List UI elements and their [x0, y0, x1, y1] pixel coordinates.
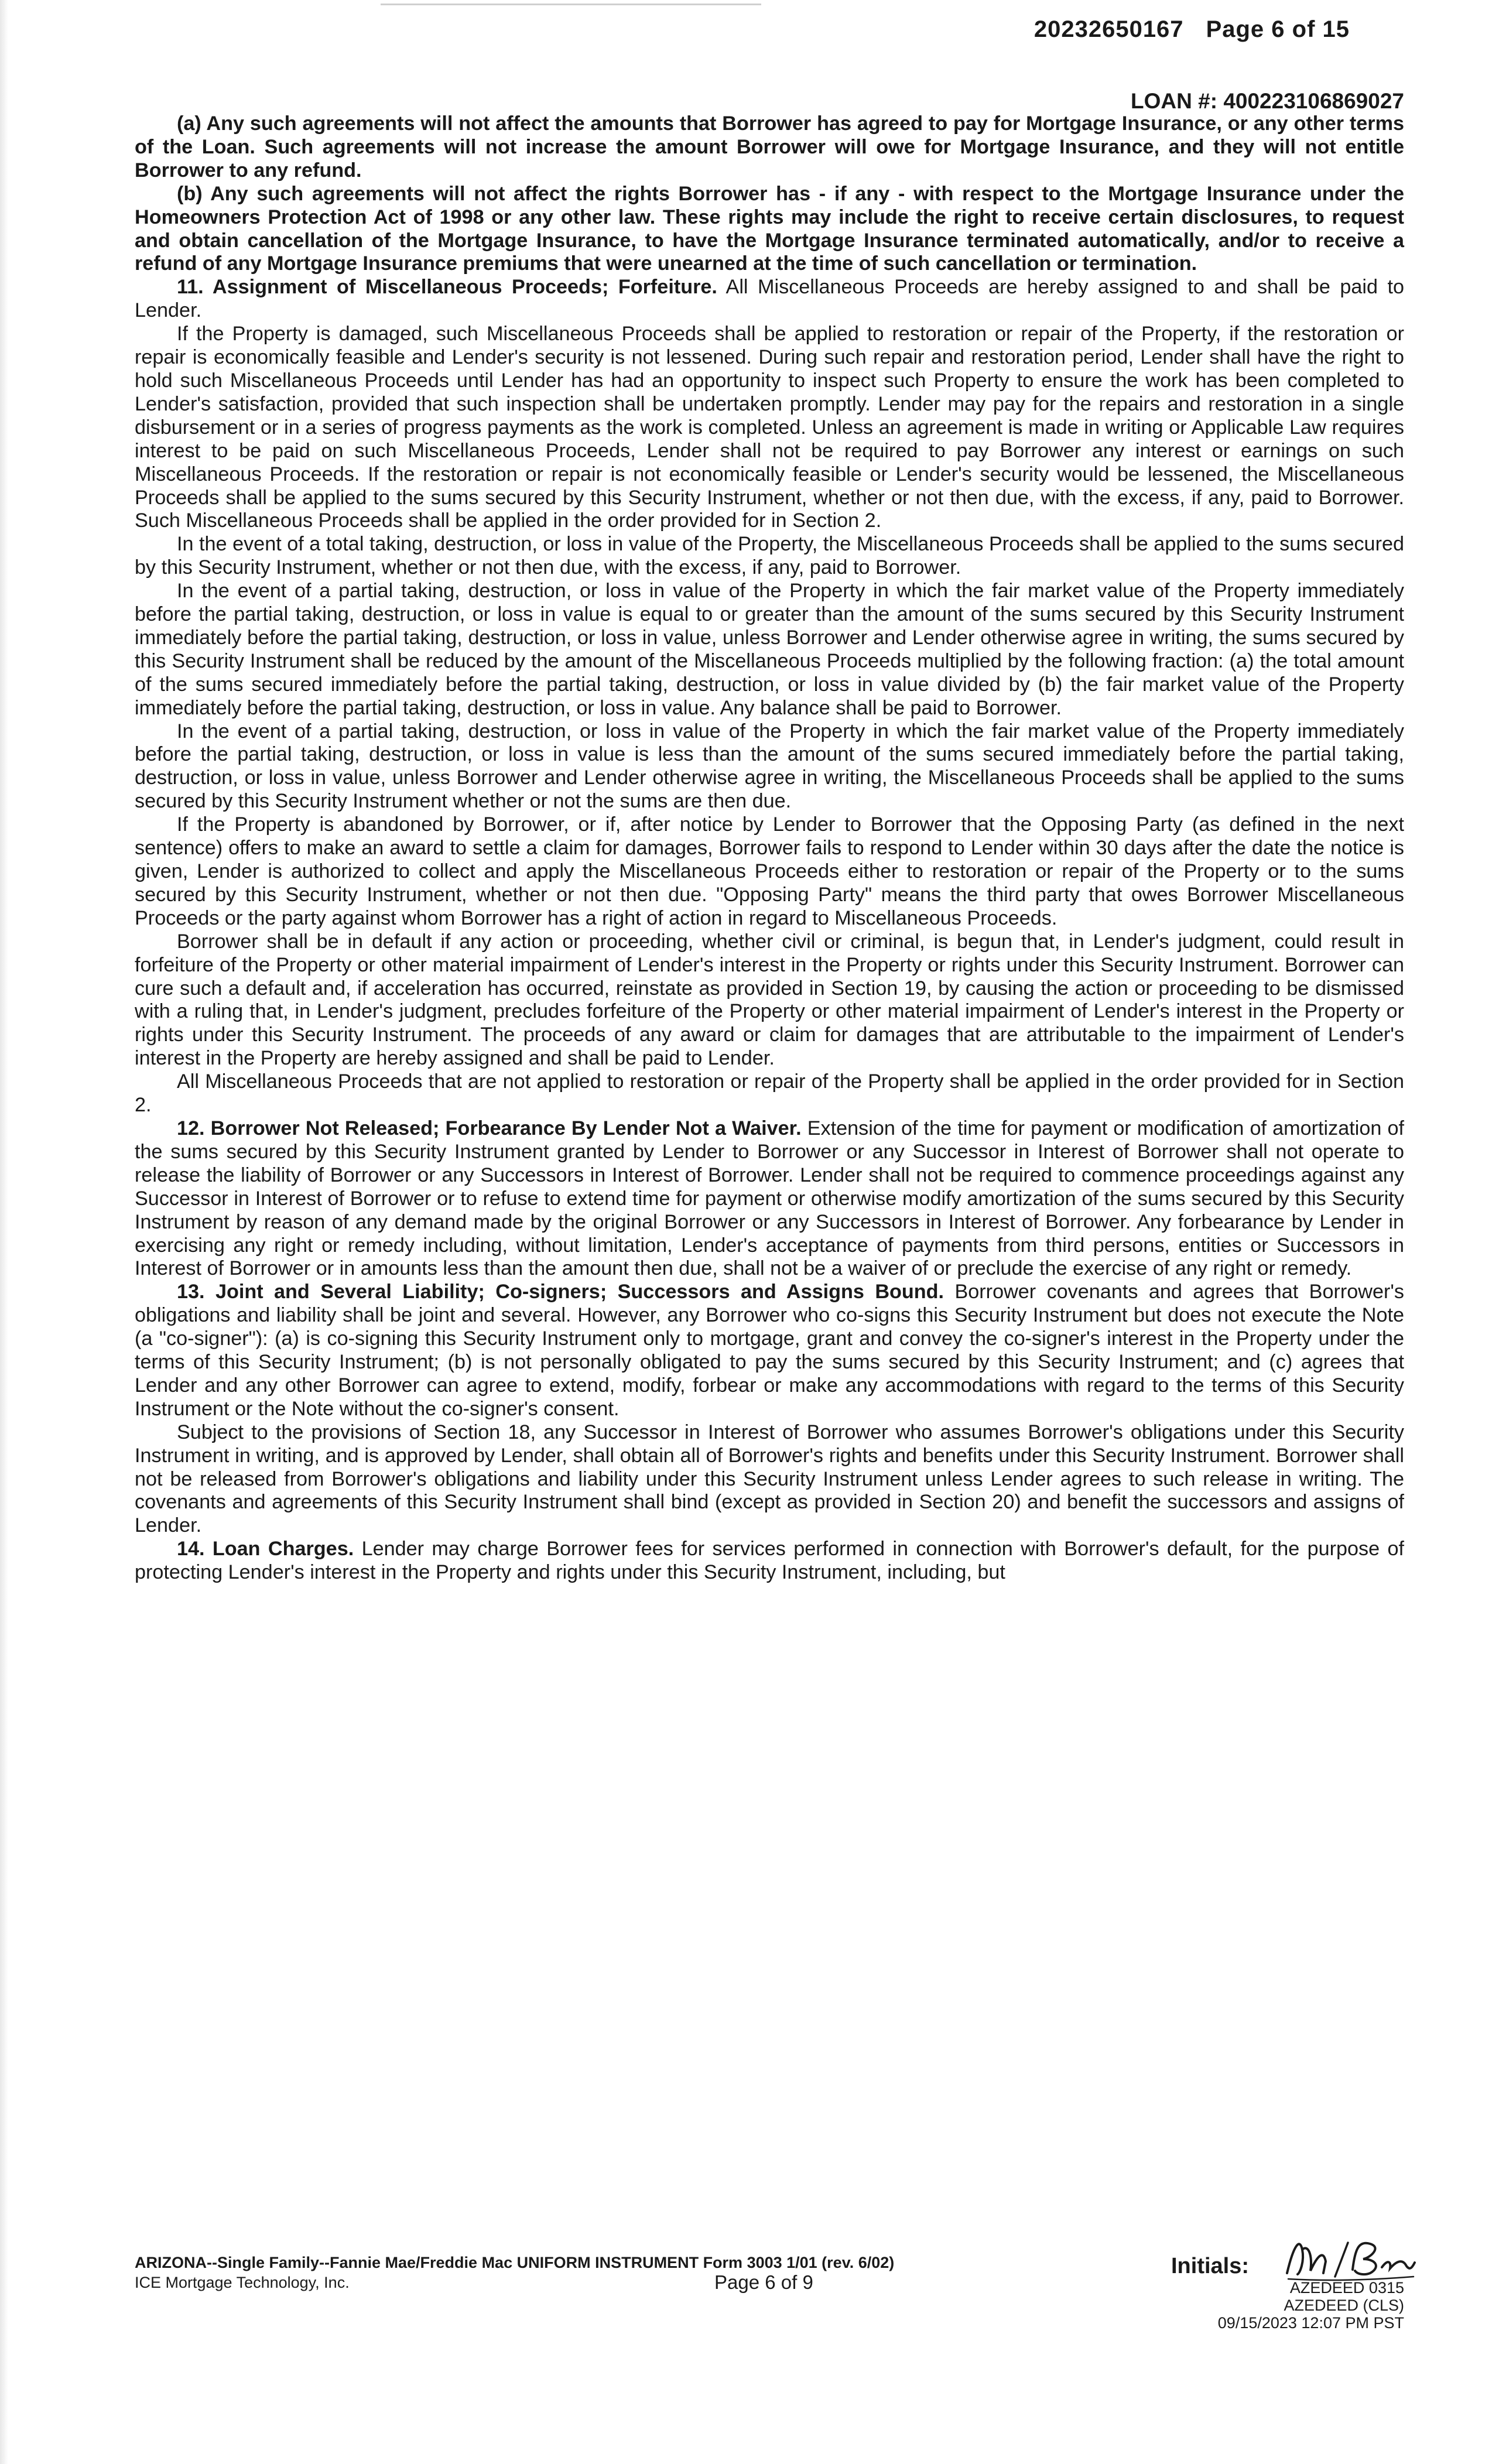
form-code-2: AZEDEED (CLS)	[1284, 2297, 1404, 2314]
recording-page-label: Page 6 of 15	[1206, 16, 1350, 42]
paragraph-b: (b) Any such agreements will not affect the rights Borrower has - if any - with respect to the Mortgage Insurance under the Homeowners Protection Act of 1998 or any other law. These rights may include the right to receive certain disclosures, to request and obtain cancellation of the Mortgage Insurance, to have the Mortgage Insurance terminated automatically, and/or to receive a refund of any Mortgage Insurance premiums that were unearned at the time of such cancellation or termination.	[135, 182, 1404, 275]
paragraph-a: (a) Any such agreements will not affect the amounts that Borrower has agreed to pay for Mortgage Insurance, or any other terms of the Loan. Such agreements will not increase the amount Borrower will owe for Mortgage Insurance, and they will not entitle Borrower to any refund.	[135, 112, 1404, 182]
section-11	[135, 276, 1404, 323]
page-number: Page 6 of 9	[714, 2271, 813, 2293]
section-14	[135, 1538, 1404, 1585]
section-12-text: Extension of the time for payment or modification of amortization of the sums secured by this Security Instrument granted by Lender to Borrower or any Successor in Interest of Borrower shall not operate to release the liability of Borrower or any Successors in Interest of Borrower. Lender shall not be required to commence proceedings against any Successor in Interest of Borrower or to refuse to extend time for payment or otherwise modify amortization of the sums secured by this Security Instrument by reason of any demand made by the original Borrower or any Successors in Interest of Borrower. Any forbearance by Lender in exercising any right or remedy including, without limitation, Lender's acceptance of payments from third persons, entities or Successors in Interest of Borrower or in amounts less than the amount then due, shall not be a waiver of or preclude the exercise of any right or remedy.	[135, 1117, 1405, 1280]
section-14-heading: 14. Loan Charges.	[177, 1538, 354, 1560]
form-codes	[1218, 2279, 1404, 2332]
page-footer	[135, 2253, 1404, 2370]
form-identifier: ARIZONA--Single Family--Fannie Mae/Freddie Mac UNIFORM INSTRUMENT Form 3003 1/01 (rev. 6/02)	[135, 2254, 895, 2271]
initials-signature	[1282, 2232, 1417, 2285]
top-rule	[381, 4, 761, 5]
section-14-text: Lender may charge Borrower fees for services performed in connection with Borrower's default, for the purpose of protecting Lender's interest in the Property and rights under this Security Instrument, including, but	[135, 1538, 1405, 1584]
doc-number: 20232650167	[1033, 16, 1184, 42]
document-body	[135, 112, 1404, 1585]
section-12-heading: 12. Borrower Not Released; Forbearance By Lender Not a Waiver.	[177, 1117, 802, 1139]
loan-number: LOAN #: 400223106869027	[1131, 89, 1404, 113]
print-timestamp: 09/15/2023 12:07 PM PST	[1217, 2314, 1404, 2332]
section-13-paragraph-2: Subject to the provisions of Section 18, any Successor in Interest of Borrower who assumes Borrower's obligations under this Security Instrument in writing, and is approved by Lender, shall obtain all of Borrower's rights and benefits under this Security Instrument. Borrower shall not be released from Borrower's obligations and liability under this Security Instrument unless Lender agrees to such release in writing. The covenants and agreements of this Security Instrument shall bind (except as provided in Section 20) and benefit the successors and assigns of Lender.	[135, 1421, 1404, 1537]
scan-edge	[0, 0, 8, 2464]
recording-stamp	[1034, 16, 1350, 43]
vendor-name: ICE Mortgage Technology, Inc.	[135, 2274, 350, 2291]
section-11-paragraph-8: All Miscellaneous Proceeds that are not applied to restoration or repair of the Property shall be applied in the order provided for in Section 2.	[135, 1070, 1404, 1117]
section-13-text: Borrower covenants and agrees that Borrower's obligations and liability shall be joint and several. However, any Borrower who co-signs this Security Instrument but does not execute the Note (a "co-signer"): (a) is co-signing this Security Instrument only to mortgage, grant and convey the co-signer's interest in the Property under the terms of this Security Instrument; (b) is not personally obligated to pay the sums secured by this Security Instrument; and (c) agrees that Lender and any other Borrower can agree to extend, modify, forbear or make any accommodations with regard to the terms of this Security Instrument or the Note without the co-signer's consent.	[135, 1281, 1404, 1420]
section-11-paragraph-7: Borrower shall be in default if any action or proceeding, whether civil or criminal, is begun that, in Lender's judgment, could result in forfeiture of the Property or other material impairment of Lender's interest in the Property or rights under this Security Instrument. Borrower can cure such a default and, if acceleration has occurred, reinstate as provided in Section 19, by causing the action or proceeding to be dismissed with a ruling that, in Lender's judgment, precludes forfeiture of the Property or other material impairment of Lender's interest in the Property or rights under this Security Instrument. The proceeds of any award or claim for damages that are attributable to the impairment of Lender's interest in the Property are hereby assigned and shall be paid to Lender.	[135, 930, 1404, 1070]
section-11-paragraph-5: In the event of a partial taking, destruction, or loss in value of the Property in which the fair market value of the Property immediately before the partial taking, destruction, or loss in value is less than the amount of the sums secured immediately before the partial taking, destruction, or loss in value, unless Borrower and Lender otherwise agree in writing, the Miscellaneous Proceeds shall be applied to the sums secured by this Security Instrument whether or not the sums are then due.	[135, 720, 1404, 813]
section-11-paragraph-4: In the event of a partial taking, destruction, or loss in value of the Property in which the fair market value of the Property immediately before the partial taking, destruction, or loss in value is equal to or greater than the amount of the sums secured by this Security Instrument immediately before the partial taking, destruction, or loss in value, unless Borrower and Lender otherwise agree in writing, the sums secured by this Security Instrument shall be reduced by the amount of the Miscellaneous Proceeds multiplied by the following fraction: (a) the total amount of the sums secured immediately before the partial taking, destruction, or loss in value divided by (b) the fair market value of the Property immediately before the partial taking, destruction, or loss in value. Any balance shall be paid to Borrower.	[135, 580, 1404, 719]
section-13	[135, 1281, 1404, 1421]
section-12	[135, 1117, 1404, 1281]
initials-label: Initials:	[1171, 2254, 1250, 2278]
section-13-heading: 13. Joint and Several Liability; Co-signers; Successors and Assigns Bound.	[177, 1281, 944, 1303]
section-11-paragraph-6: If the Property is abandoned by Borrower, or if, after notice by Lender to Borrower that the Opposing Party (as defined in the next sentence) offers to make an award to settle a claim for damages, Borrower fails to respond to Lender within 30 days after the date the notice is given, Lender is authorized to collect and apply the Miscellaneous Proceeds either to restoration or repair of the Property or to the sums secured by this Security Instrument, whether or not then due. "Opposing Party" means the third party that owes Borrower Miscellaneous Proceeds or the party against whom Borrower has a right of action in regard to Miscellaneous Proceeds.	[135, 813, 1404, 929]
section-11-text: All Miscellaneous Proceeds are hereby assigned to and shall be paid to Lender.	[135, 276, 1404, 322]
section-11-heading: 11. Assignment of Miscellaneous Proceeds; Forfeiture.	[177, 276, 717, 299]
section-11-paragraph-2: If the Property is damaged, such Miscellaneous Proceeds shall be applied to restoration or repair of the Property, if the restoration or repair is economically feasible and Lender's security is not lessened. During such repair and restoration period, Lender shall have the right to hold such Miscellaneous Proceeds until Lender has had an opportunity to inspect such Property to ensure the work has been completed to Lender's satisfaction, provided that such inspection shall be undertaken promptly. Lender may pay for the repairs and restoration in a single disbursement or in a series of progress payments as the work is completed. Unless an agreement is made in writing or Applicable Law requires interest to be paid on such Miscellaneous Proceeds, Lender shall not be required to pay Borrower any interest or earnings on such Miscellaneous Proceeds. If the restoration or repair is not economically feasible or Lender's security would be lessened, the Miscellaneous Proceeds shall be applied to the sums secured by this Security Instrument, whether or not then due, with the excess, if any, paid to Borrower. Such Miscellaneous Proceeds shall be applied in the order provided for in Section 2.	[135, 323, 1404, 532]
form-code-1: AZEDEED 0315	[1289, 2279, 1404, 2297]
section-11-paragraph-3: In the event of a total taking, destruction, or loss in value of the Property, the Miscellaneous Proceeds shall be applied to the sums secured by this Security Instrument, whether or not then due, with the excess, if any, paid to Borrower.	[135, 533, 1404, 579]
